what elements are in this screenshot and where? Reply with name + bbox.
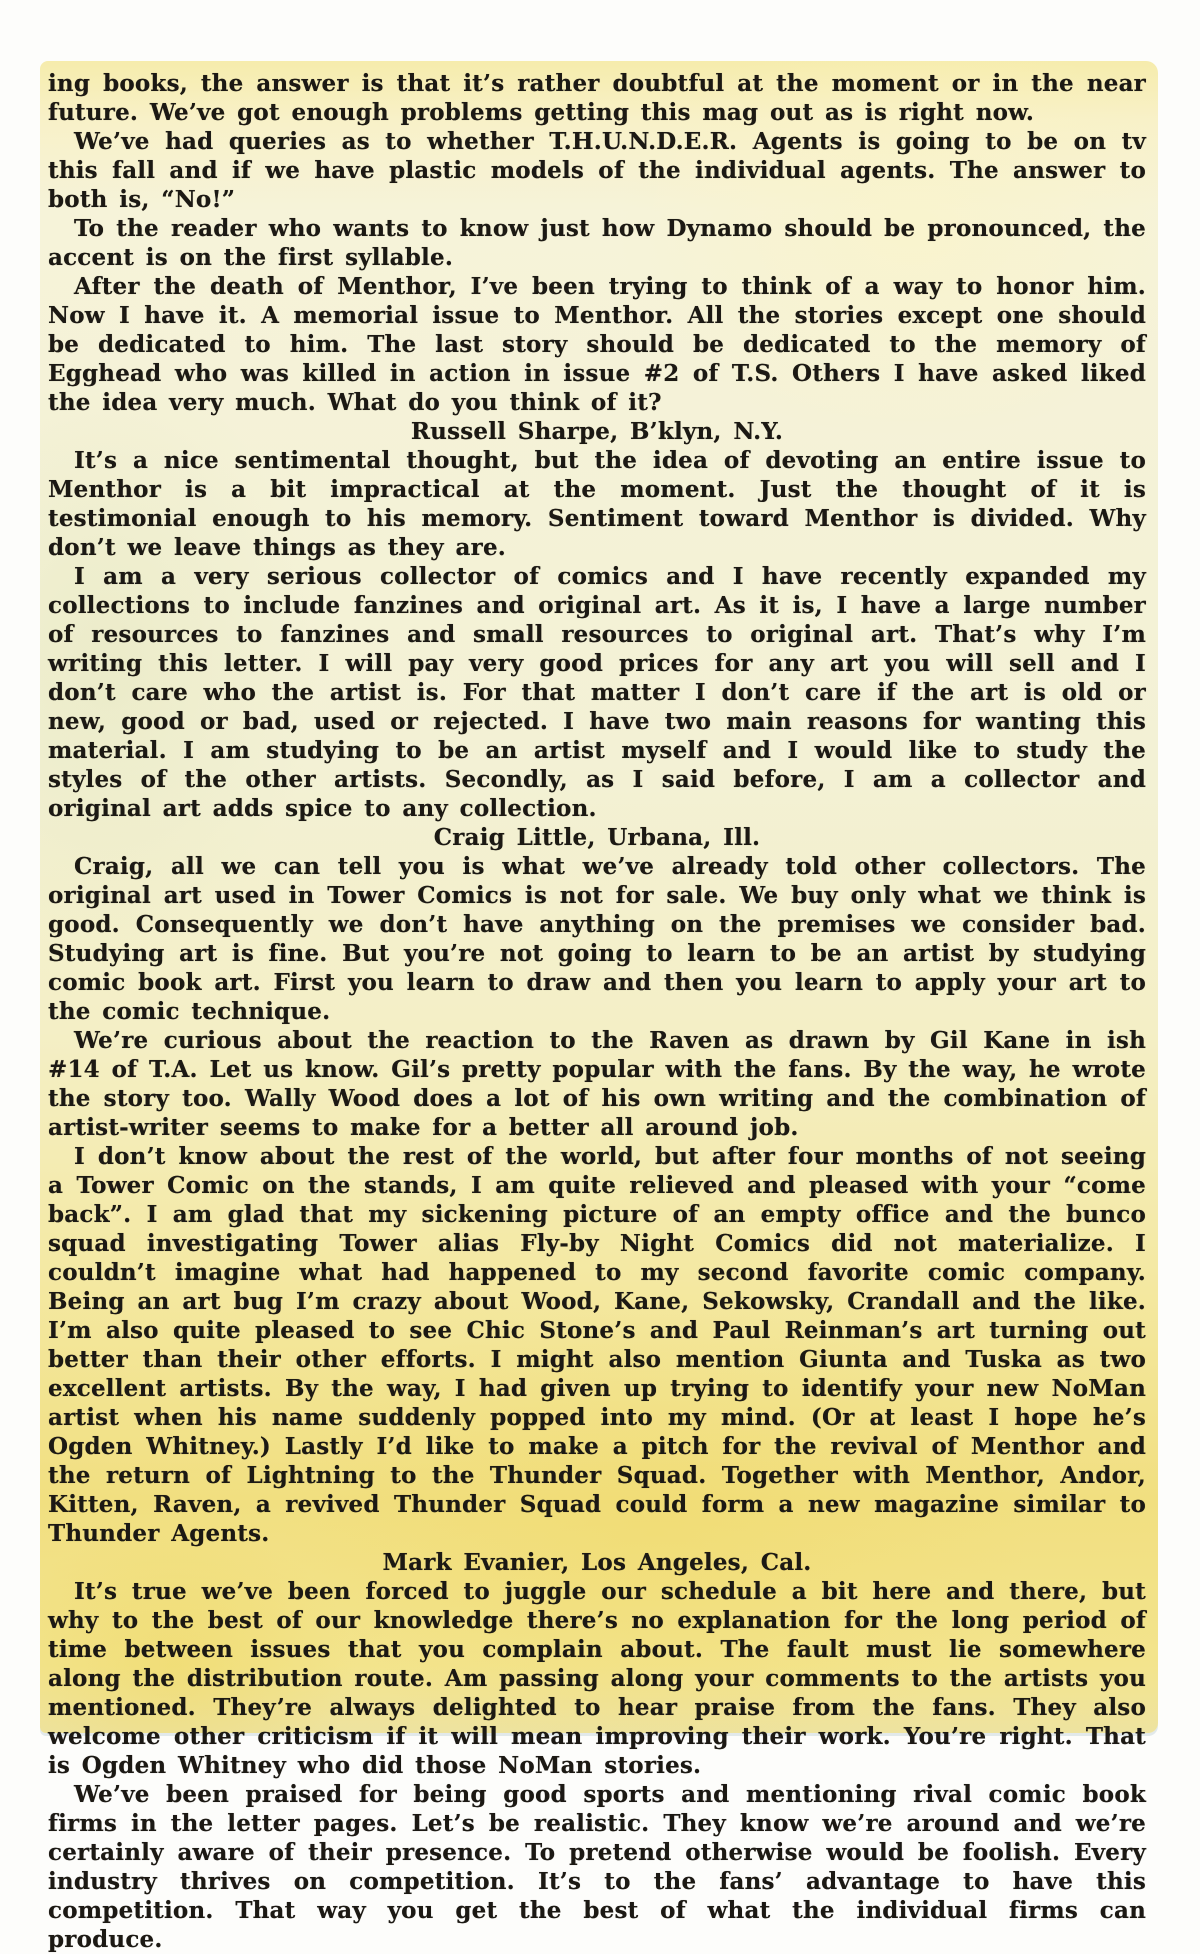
letter-signature: Mark Evanier, Los Angeles, Cal. [382,1549,812,1576]
letter-paragraph: It’s true we’ve been forced to juggle our schedule a bit here and there, but why to the best of our knowledge there’s no explanation for the long period of time between issues that you complain about. The fault must lie somewhere along the distribution route. Am passing along your comments to the artists you mentioned. They’re always delighted to hear praise from the fans. They also welcome other criticism if it will mean improving their work. You’re right. That is Ogden Whitney who did those NoMan stories. [48,1578,1146,1779]
letter-signature: Russell Sharpe, B’klyn, N.Y. [410,418,784,445]
letter-paragraph: After the death of Menthor, I’ve been trying to think of a way to honor him. Now I have it. A memorial issue to Menthor. All the stories except one should be dedicated to him. The last story should be dedicated to the memory of Egghead who was killed in action in issue #2 of T.S. Others I have asked liked the idea very much. What do you think of it? [48,273,1146,416]
letter-paragraph: We’ve been praised for being good sports and mentioning rival comic book firms in the letter pages. Let’s be realistic. They know we’re around and we’re certainly aware of their presence. To pretend otherwise would be foolish. Every industry thrives on competition. It’s to the fans’ advantage to have this competition. That way you get the best of what the individual firms can produce. [48,1781,1146,1953]
letter-paragraph: Craig, all we can tell you is what we’ve already told other collectors. The original art used in Tower Comics is not for sale. We buy only what we think is good. Consequently we don’t have anything on the premises we consider bad. Studying art is fine. But you’re not going to learn to be an artist by studying comic book art. First you learn to draw and then you learn to apply your art to the comic technique. [48,853,1146,1025]
letter-paragraph: I am a very serious collector of comics and I have recently expanded my collections to include fanzines and original art. As it is, I have a large number of resources to fanzines and small resources to original art. That’s why I’m writing this letter. I will pay very good prices for any art you will sell and I don’t care who the artist is. For that matter I don’t care if the art is old or new, good or bad, used or rejected. I have two main reasons for wanting this material. I am studying to be an artist myself and I would like to study the styles of the other artists. Secondly, as I said before, I am a collector and original art adds spice to any collection. [48,563,1146,822]
letter-paragraph: To the reader who wants to know just how Dynamo should be pronounced, the accent is on the first syllable. [48,215,1146,271]
letters-text-column [48,69,1146,1954]
letter-signature: Craig Little, Urbana, Ill. [433,824,761,851]
letter-paragraph: I don’t know about the rest of the world, but after four months of not seeing a Tower Comic on the stands, I am quite relieved and pleased with your “come back”. I am glad that my sickening picture of an empty office and the bunco squad investigating Tower alias Fly-by Night Comics did not materialize. I couldn’t imagine what had happened to my second favorite comic company. Being an art bug I’m crazy about Wood, Kane, Sekowsky, Crandall and the like. I’m also quite pleased to see Chic Stone’s and Paul Reinman’s art turning out better than their other efforts. I might also mention Giunta and Tuska as two excellent artists. By the way, I had given up trying to identify your new NoMan artist when his name suddenly popped into my mind. (Or at least I hope he’s Ogden Whitney.) Lastly I’d like to make a pitch for the revival of Menthor and the return of Lightning to the Thunder Squad. Together with Menthor, Andor, Kitten, Raven, a revived Thunder Squad could form a new magazine similar to Thunder Agents. [48,1143,1146,1547]
letters-page-paper [40,61,1158,1953]
letter-paragraph: We’re curious about the reaction to the Raven as drawn by Gil Kane in ish #14 of T.A. Let us know. Gil’s pretty popular with the fans. By the way, he wrote the story too. Wally Wood does a lot of his own writing and the combination of artist-writer seems to make for a better all around job. [48,1027,1146,1141]
letter-paragraph: It’s a nice sentimental thought, but the idea of devoting an entire issue to Menthor is a bit impractical at the moment. Just the thought of it is testimonial enough to his memory. Sentiment toward Menthor is divided. Why don’t we leave things as they are. [48,447,1146,561]
letter-paragraph: We’ve had queries as to whether T.H.U.N.D.E.R. Agents is going to be on tv this fall and if we have plastic models of the individual agents. The answer to both is, “No!” [48,128,1146,213]
letter-paragraph: ing books, the answer is that it’s rather doubtful at the moment or in the near future. We’ve got enough problems getting this mag out as is right now. [48,70,1146,126]
